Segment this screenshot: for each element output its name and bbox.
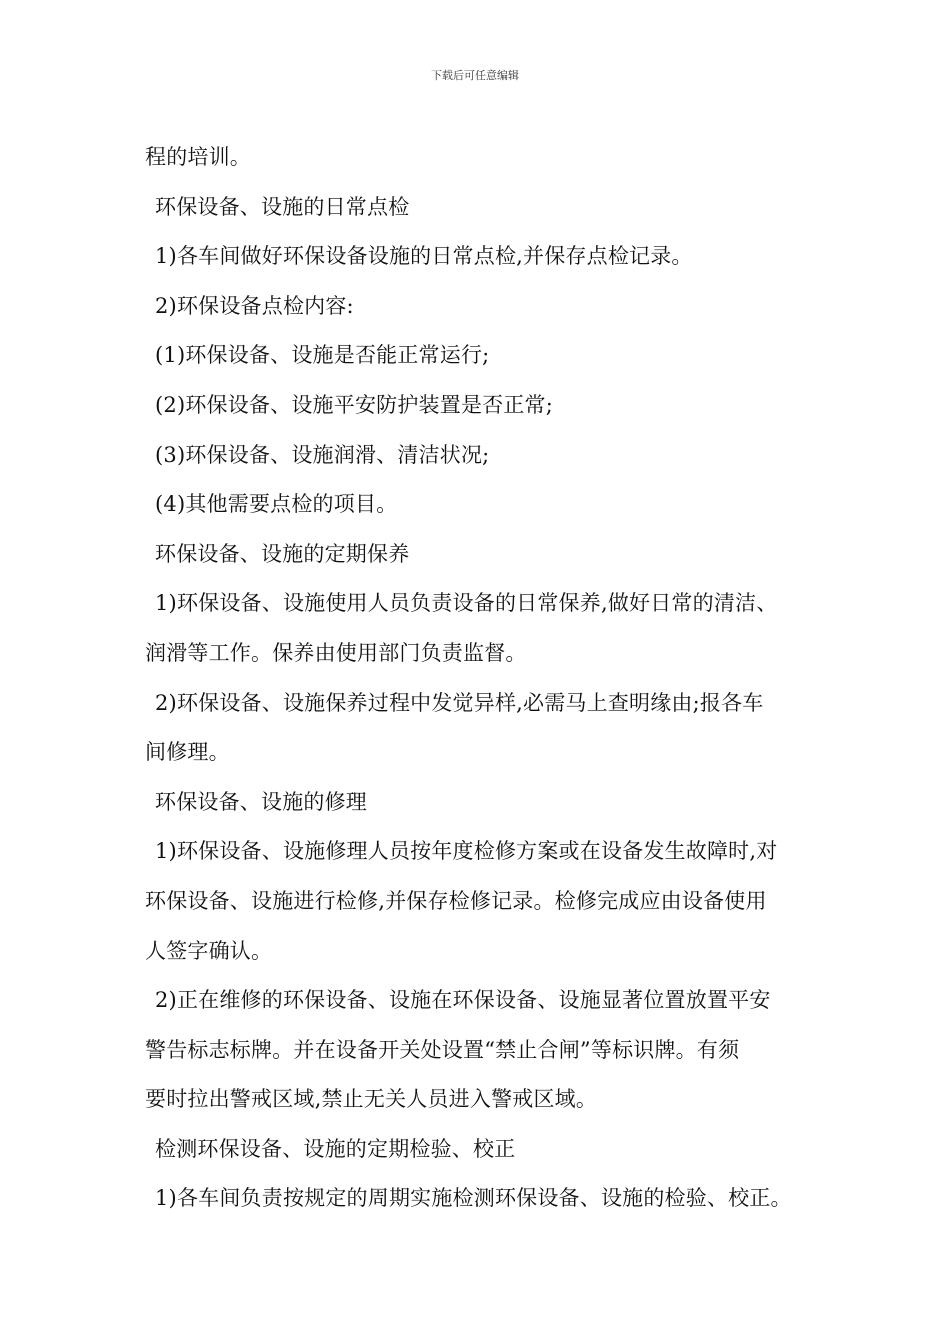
text-line: 2)正在维修的环保设备、设施在环保设备、设施显著位置放置平安 — [155, 988, 771, 1013]
section-heading: 检测环保设备、设施的定期检验、校正 — [155, 1136, 516, 1161]
list-item: (1)环保设备、设施是否能正常运行; — [155, 343, 490, 368]
list-item: (4)其他需要点检的项目。 — [155, 492, 398, 517]
text-line: 人签字确认。 — [145, 938, 273, 963]
section-heading: 环保设备、设施的日常点检 — [155, 194, 410, 219]
text-line: 2)环保设备、设施保养过程中发觉异样,必需马上查明缘由;报各车 — [155, 690, 764, 715]
text-line: 要时拉出警戒区域,禁止无关人员进入警戒区域。 — [145, 1087, 598, 1112]
section-heading: 环保设备、设施的定期保养 — [155, 541, 410, 566]
text-line: 润滑等工作。保养由使用部门负责监督。 — [145, 640, 527, 665]
text-line: 间修理。 — [145, 740, 230, 765]
text-line: 1)各车间做好环保设备设施的日常点检,并保存点检记录。 — [155, 244, 693, 269]
section-heading: 环保设备、设施的修理 — [155, 789, 367, 814]
list-item: (2)环保设备、设施平安防护装置是否正常; — [155, 392, 554, 417]
document-body — [145, 133, 825, 1224]
text-line: 2)环保设备点检内容: — [155, 293, 354, 318]
text-line: 程的培训。 — [145, 145, 251, 169]
text-line: 1)环保设备、设施使用人员负责设备的日常保养,做好日常的清洁、 — [155, 591, 778, 616]
text-line: 环保设备、设施进行检修,并保存检修记录。检修完成应由设备使用 — [145, 888, 767, 913]
text-line: 警告标志标牌。并在设备开关处设置“禁止合闸”等标识牌。有须 — [145, 1037, 740, 1062]
list-item: (3)环保设备、设施润滑、清洁状况; — [155, 442, 490, 467]
text-line: 1)环保设备、设施修理人员按年度检修方案或在设备发生故障时,对 — [155, 839, 778, 864]
text-line: 1)各车间负责按规定的周期实施检测环保设备、设施的检验、校正。 — [155, 1186, 792, 1211]
page-header: 下载后可任意编辑 — [431, 69, 519, 82]
